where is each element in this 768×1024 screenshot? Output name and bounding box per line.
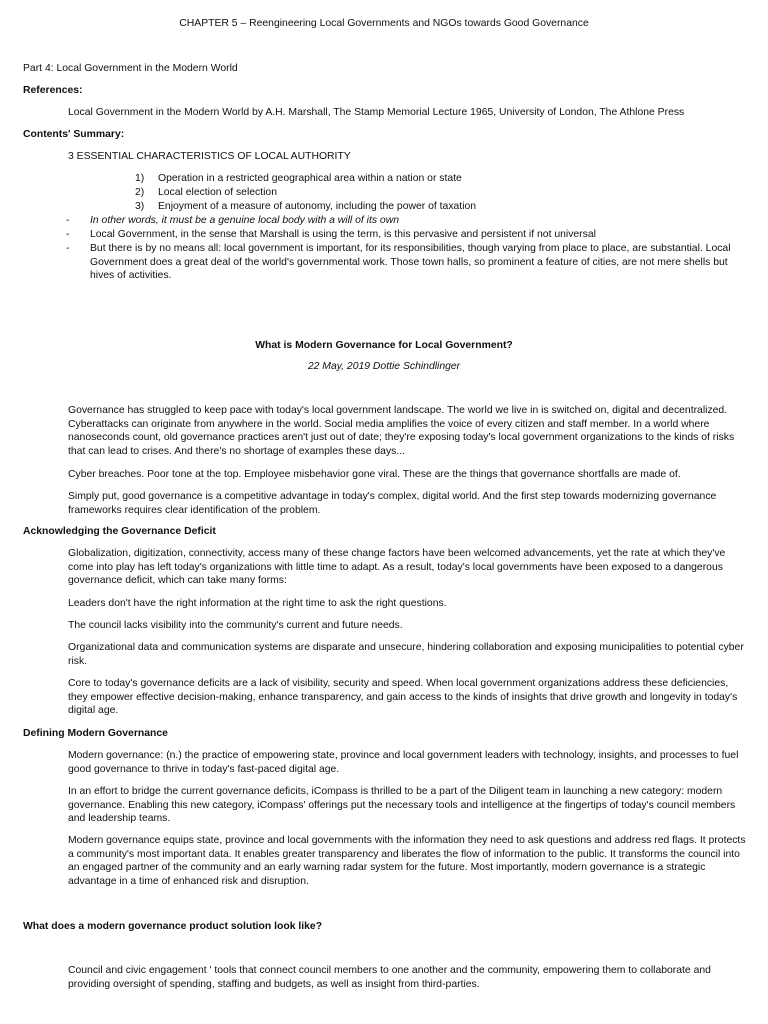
paragraph: Organizational data and communication systems are disparate and unsecure, hindering collaboration and exposing municipalities to potential cyber risk. [68,642,744,667]
paragraph: In an effort to bridge the current governance deficits, iCompass is thrilled to be a part of the Diligent team in launching a new category: modern governance. Enabling this new category, iCompass' offerings put the necessary tools and intelligence at the fingertips of today's council members and leadership teams. [68,786,736,825]
section-heading: Acknowledging the Governance Deficit [23,526,216,537]
list-item: 2) Local election of selection [135,187,277,198]
bullet-item: - Local Government, in the sense that Marshall is using the term, is this pervasive and persistent if not universal [66,229,596,240]
article-byline: 22 May, 2019 Dottie Schindlinger [307,361,461,372]
bullet-item: - But there is by no means all: local government is important, for its responsibilities, though varying from place to place, are substantial. Local Government does a great deal of the world's governmental work. Those town halls, so prominent a feature of cities, are not mere shells but hives of activities. [66,243,731,282]
references-text: Local Government in the Modern World by A.H. Marshall, The Stamp Memorial Lecture 1965, University of London, The Athlone Press [68,107,685,118]
section-heading: What does a modern governance product solution look like? [23,921,323,932]
paragraph: Simply put, good governance is a competitive advantage in today's complex, digital world. And the first step towards modernizing governance frameworks requires clear identification of the problem. [68,491,717,516]
list-item: 1) Operation in a restricted geographical area within a nation or state [135,173,462,184]
bullet-item: - In other words, it must be a genuine local body with a will of its own [66,215,399,226]
references-heading: References: [23,85,83,96]
chapter-header: CHAPTER 5 – Reengineering Local Governments and NGOs towards Good Governance [179,18,589,29]
paragraph: Cyber breaches. Poor tone at the top. Employee misbehavior gone viral. These are the things that governance shortfalls are made of. [68,469,681,480]
paragraph: Globalization, digitization, connectivity, access many of these change factors have been welcomed advancements, yet the rate at which they've come into play has left today's organizations with little time to adapt. As a result, today's local governments have been exposed to a dangerous governance deficit, which can take many forms: [68,548,726,587]
paragraph: Core to today's governance deficits are a lack of visibility, security and speed. When local government organizations address these deficiencies, they empower effective decision-making, enhance transparency, and gain access to the kinds of insights that drive growth and longevity in today's digital age. [68,678,738,717]
paragraph: Governance has struggled to keep pace with today's local government landscape. The world we live in is switched on, digital and decentralized. Cyberattacks can originate from anywhere in the world. Social media amplifies the voice of every citizen and staff member. In a world where nanoseconds count, old governance practices aren't just out of date; they're exposing today's local government organizations to the kinds of risks that can lead to crises. And there's no shortage of examples these days... [68,405,735,457]
paragraph: Council and civic engagement ' tools that connect council members to one another and the community, empowering them to collaborate and providing oversight of spending, staffing and budgets, as well as insight from third-parties. [68,965,711,990]
paragraph: Modern governance equips state, province and local governments with the information they need to ask questions and address red flags. It protects a community's most important data. It enables greater transparency and liberates the flow of information to the public. It transforms the council into an engaged partner of the community and an early warning radar system for the future. Most importantly, modern governance is a strategic advantage in a time of enhanced risk and disruption. [68,835,746,887]
section-heading: Defining Modern Governance [23,728,168,739]
article-title: What is Modern Governance for Local Government? [255,340,513,351]
paragraph: Modern governance: (n.) the practice of empowering state, province and local government leaders with technology, insights, and processes to fuel good governance to thrive in today's fast-paced digital age. [68,750,739,775]
paragraph: Leaders don't have the right information at the right time to ask the right questions. [68,598,447,609]
part-title: Part 4: Local Government in the Modern World [23,63,238,74]
list-item: 3) Enjoyment of a measure of autonomy, including the power of taxation [135,201,477,212]
paragraph: The council lacks visibility into the community's current and future needs. [68,620,403,631]
characteristics-heading: 3 ESSENTIAL CHARACTERISTICS OF LOCAL AUTHORITY [68,151,351,162]
summary-heading: Contents' Summary: [23,129,125,140]
